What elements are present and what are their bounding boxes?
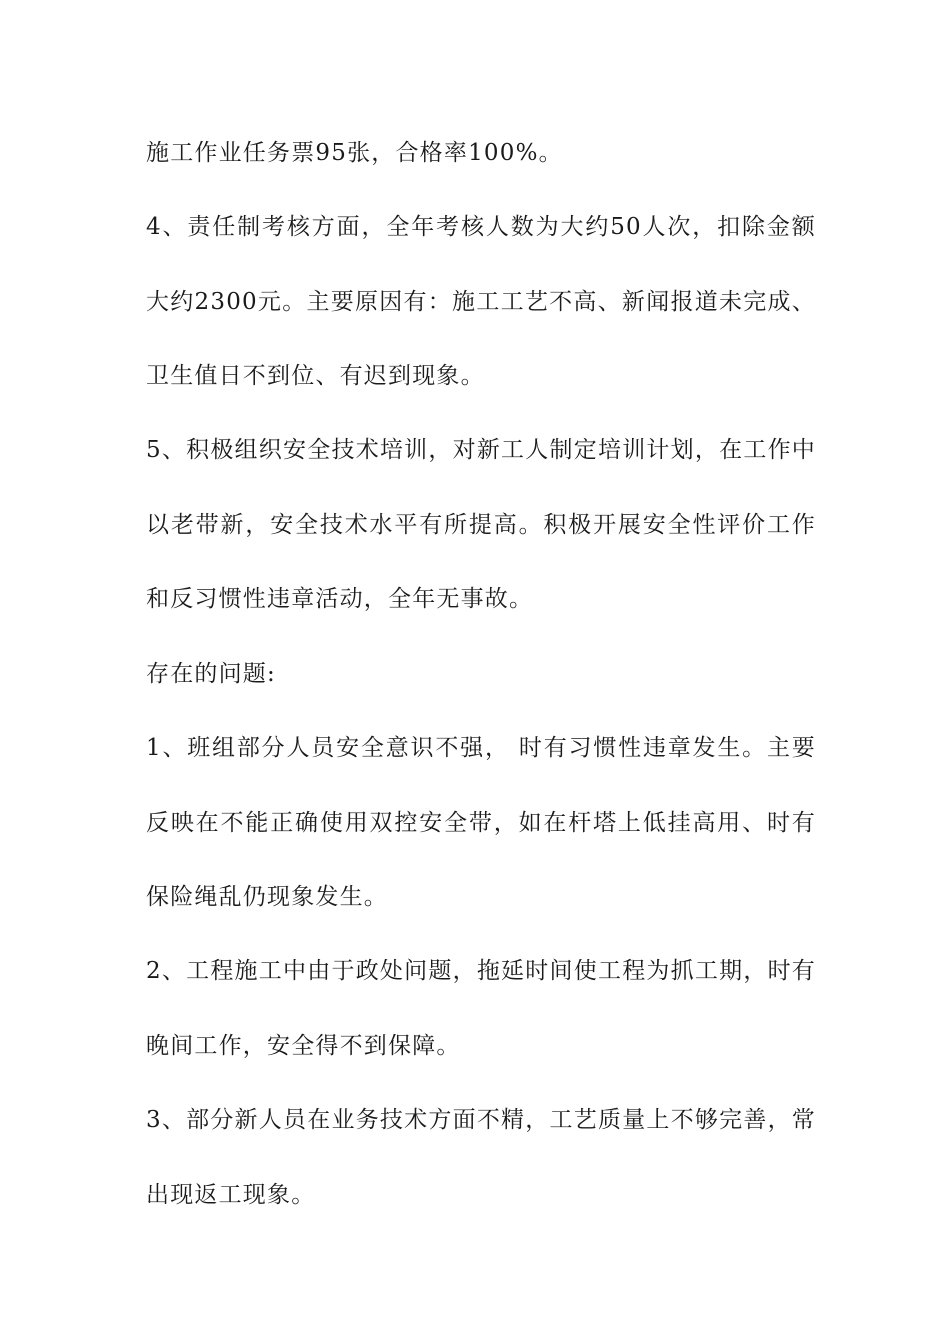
text-line: 大约2300元。主要原因有：施工工艺不高、新闻报道未完成、 (146, 289, 816, 315)
text-line: 4、责任制考核方面，全年考核人数为大约50人次，扣除金额 (146, 214, 816, 240)
text-line: 和反习惯性违章活动，全年无事故。 (146, 586, 534, 612)
text-line: 2、工程施工中由于政处问题，拖延时间使工程为抓工期，时有 (146, 958, 816, 984)
text-line: 3、部分新人员在业务技术方面不精，工艺质量上不够完善，常 (146, 1107, 816, 1133)
text-line: 保险绳乱仍现象发生。 (146, 884, 388, 910)
text-line: 卫生值日不到位、有迟到现象。 (146, 363, 485, 389)
section-heading: 存在的问题: (146, 661, 276, 687)
text-line: 以老带新，安全技术水平有所提高。积极开展安全性评价工作 (146, 512, 816, 538)
text-line: 出现返工现象。 (146, 1182, 316, 1208)
text-line: 5、积极组织安全技术培训，对新工人制定培训计划，在工作中 (146, 437, 816, 463)
text-line: 晚间工作，安全得不到保障。 (146, 1033, 461, 1059)
text-line: 施工作业任务票95张，合格率100%。 (146, 140, 563, 166)
text-line: 反映在不能正确使用双控安全带，如在杆塔上低挂高用、时有 (146, 810, 816, 836)
text-line: 1、班组部分人员安全意识不强， 时有习惯性违章发生。主要 (146, 735, 816, 761)
